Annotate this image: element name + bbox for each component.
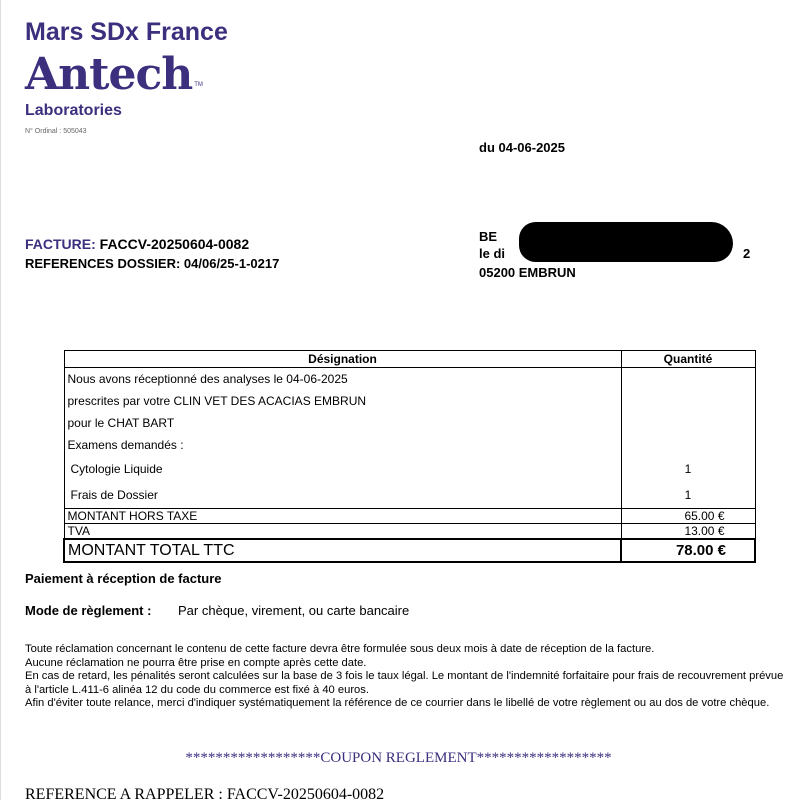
note: En cas de retard, les pénalités seront calculées sur la base de 3 fois le taux légal. Le montant de l'indemnité forfaitaire pour frais de recouvrement prévue à l'article L.411-6 alinéa 12 du code du commerce est fixé à 40 euros. [25,670,784,696]
row-qty [621,434,755,456]
invoice-number [25,236,249,252]
row-qty: 1 [621,482,755,509]
row-desc: Nous avons réceptionné des analyses le 04-06-2025 [64,368,621,391]
redaction-mark [519,222,733,262]
payment-mode-value: Par chèque, virement, ou carte bancaire [178,603,410,618]
trademark: TM [194,82,203,88]
note: Toute réclamation concernant le contenu de cette facture devra être formulée sous deux mois à date de réception de la facture. [25,643,655,655]
row-desc: Frais de Dossier [64,482,621,509]
payment-terms: Paiement à réception de facture [25,571,222,586]
address-line-3: 05200 EMBRUN [479,265,576,280]
facture-number: FACCV-20250604-0082 [99,236,250,252]
table-row [64,456,755,482]
address-line-2: le di [479,246,506,261]
coupon-title: ******************COUPON REGLEMENT****************** [185,750,612,766]
legal-notes [25,643,791,711]
table-row [64,412,755,434]
company-name: Mars SDx France [25,18,228,46]
invoice-table [63,350,756,563]
ht-value: 65.00 € [621,509,755,524]
row-desc: prescrites par votre CLIN VET DES ACACIAS EMBRUN [64,390,621,412]
tva-value: 13.00 € [621,524,755,540]
invoice-date: du 04-06-2025 [479,140,565,155]
ht-label: MONTANT HORS TAXE [64,509,621,524]
total-value: 78.00 € [621,539,755,562]
row-qty: 1 [621,456,755,482]
row-desc: Examens demandés : [64,434,621,456]
ordinal-number: N° Ordinal : 505043 [25,128,87,135]
header-designation: Désignation [64,351,621,368]
row-qty [621,412,755,434]
facture-label: FACTURE: [25,236,96,252]
antech-logo-group [25,50,203,100]
header-quantite: Quantité [621,351,755,368]
subtotal-row [64,509,755,524]
tva-row [64,524,755,540]
antech-logo: Antech [25,49,193,100]
laboratories-label: Laboratories [25,102,122,119]
total-row [64,539,755,562]
note: Aucune réclamation ne pourra être prise en compte après cette date. [25,656,367,669]
row-qty [621,390,755,412]
total-label: MONTANT TOTAL TTC [64,539,621,562]
address-line-1: BE [479,229,498,244]
table-row [64,434,755,456]
table-row [64,390,755,412]
row-desc: pour le CHAT BART [64,412,621,434]
row-qty [621,368,755,391]
note: Afin d'éviter toute relance, merci d'indiquer systématiquement la référence de ce courrier dans le libellé de votre règlement ou au dos de votre chèque. [25,697,770,710]
table-row [64,368,755,391]
row-desc: Cytologie Liquide [64,456,621,482]
table-row [64,482,755,509]
reference-dossier: REFERENCES DOSSIER: 04/06/25-1-0217 [25,256,280,271]
coupon-reference: REFERENCE A RAPPELER : FACCV-20250604-0082 [25,786,385,800]
address-line-2-end: 2 [743,246,751,261]
payment-mode-label: Mode de règlement : [25,603,152,618]
tva-label: TVA [64,524,621,540]
